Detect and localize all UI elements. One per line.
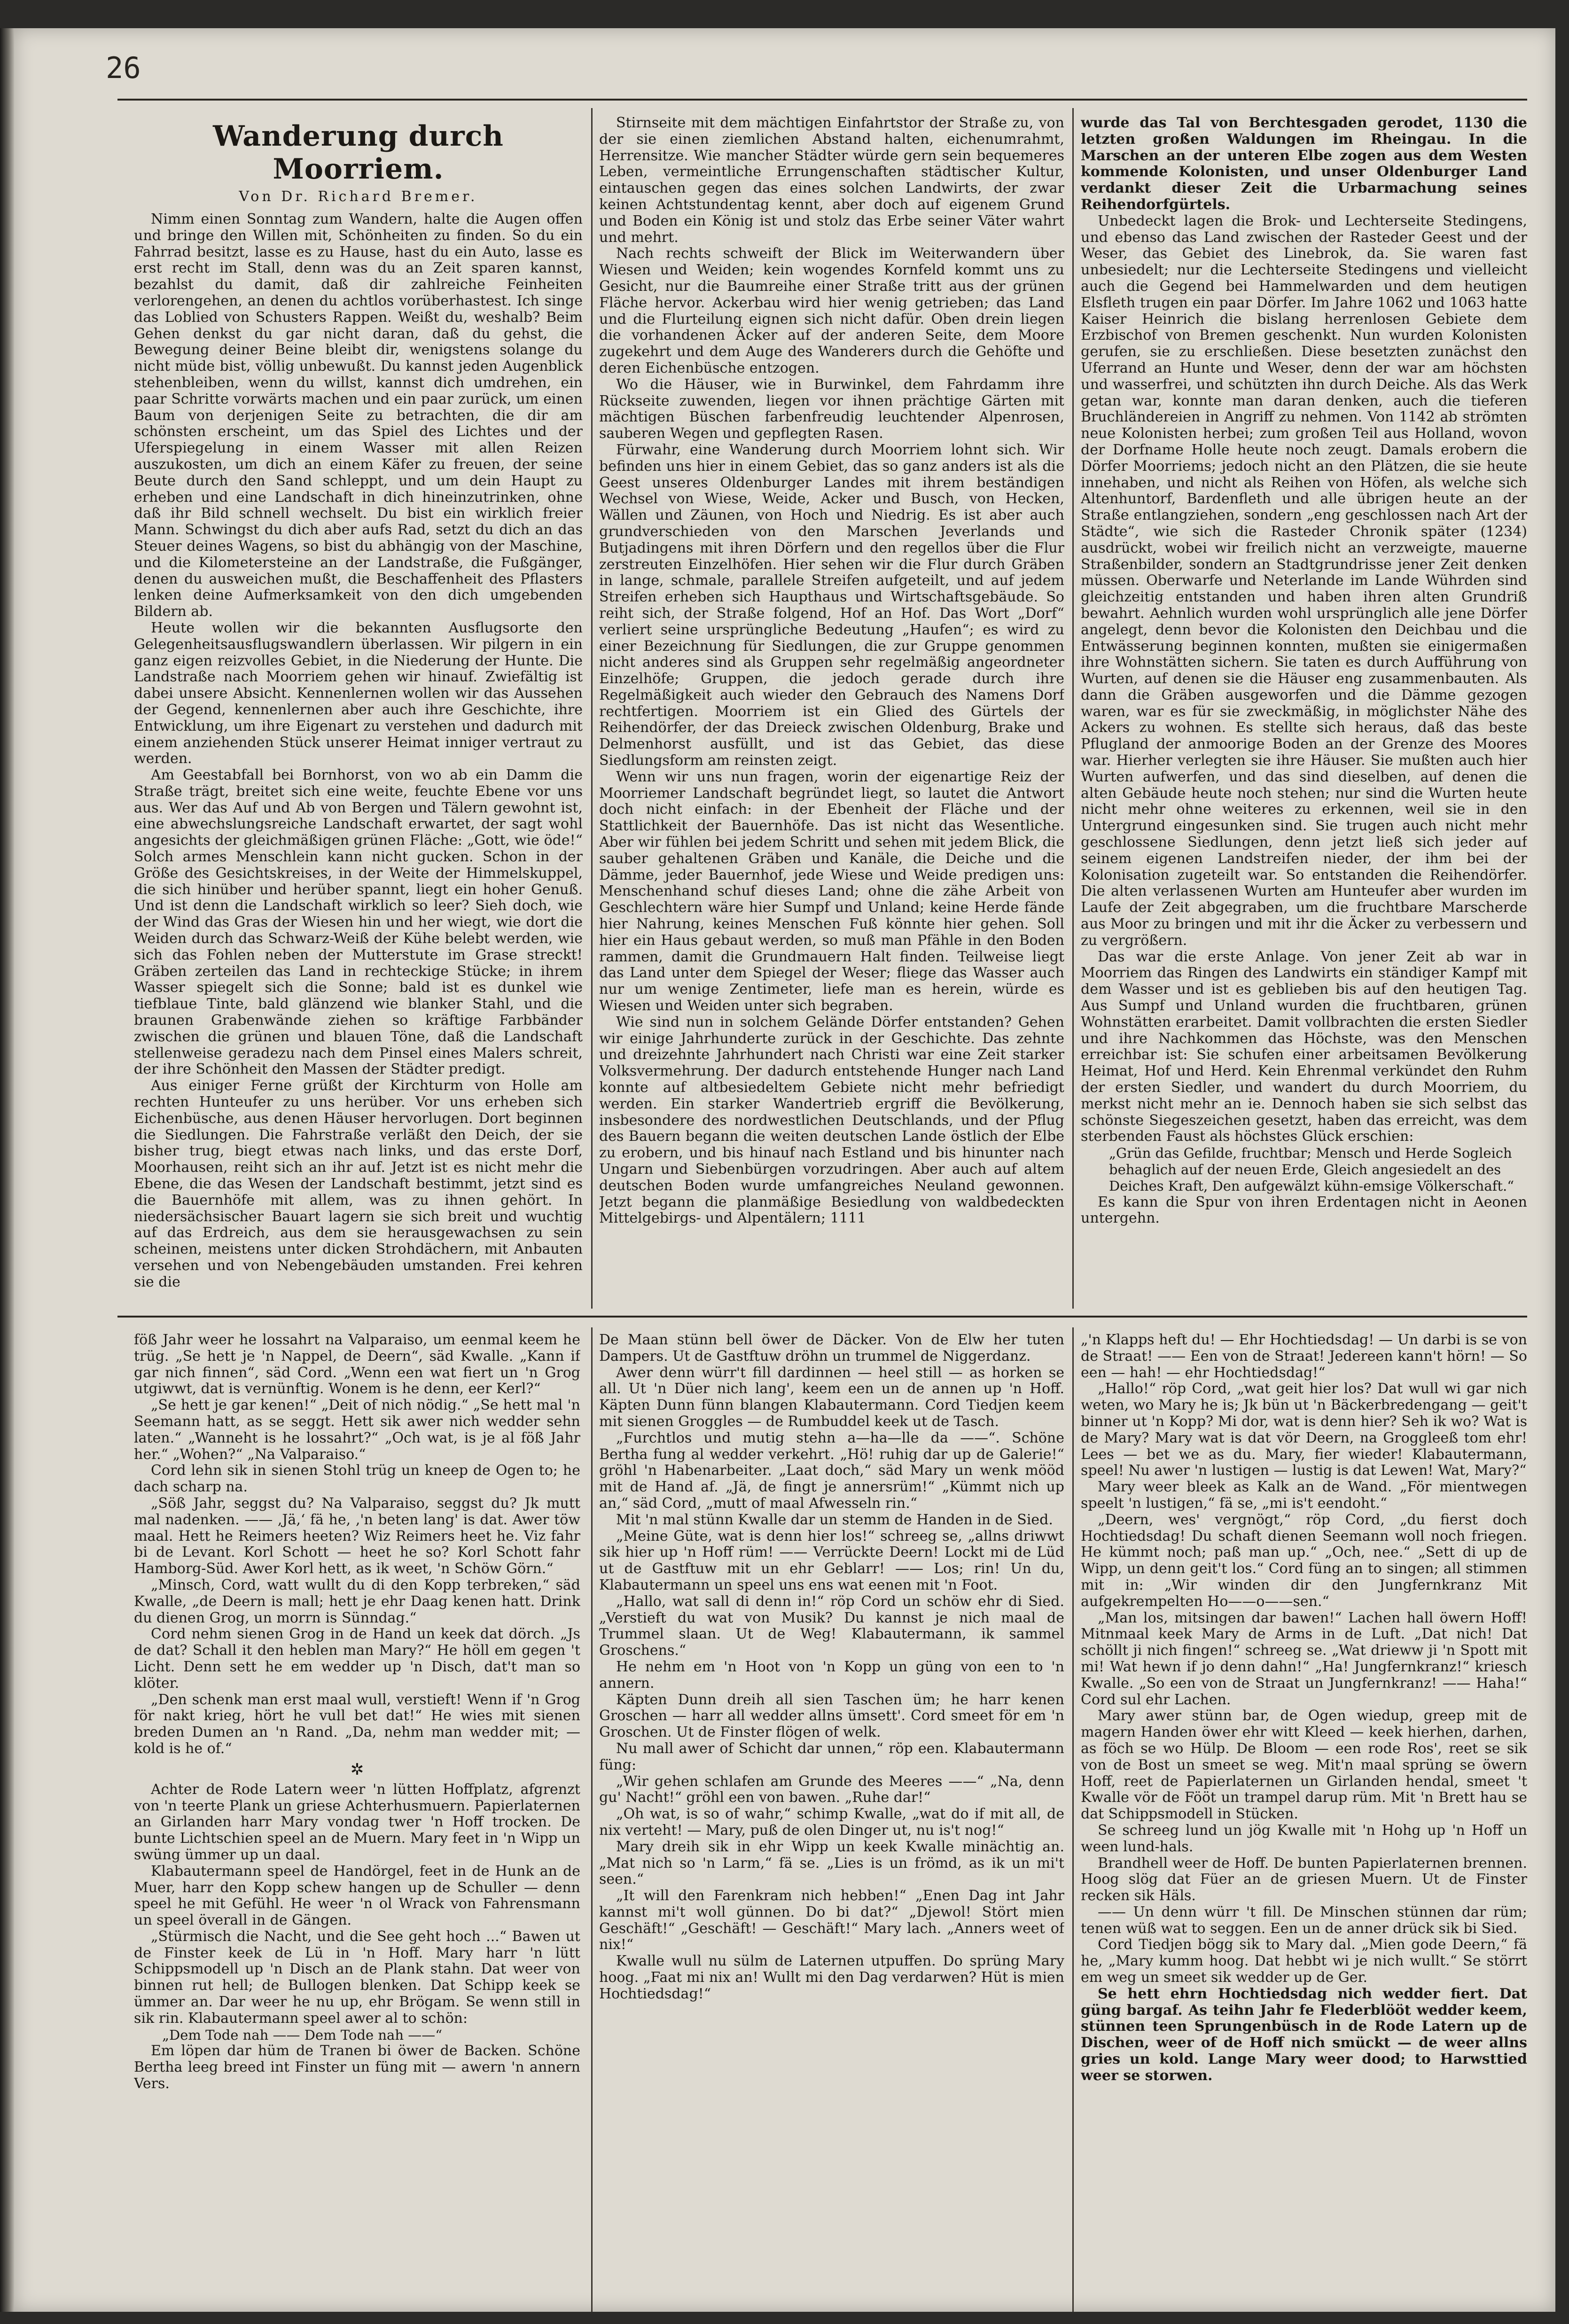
article-byline: Von Dr. Richard Bremer. bbox=[239, 188, 478, 205]
story-paragraph: „Deern, wes' vergnögt,“ röp Cord, „du fierst doch Hochtiedsdag! Du schaft dienen Seemann woll noch friegen. He kümmt noch; paß man up.“ „Och, nee.“ „Sett di up de Wipp, un denn geit't los.“ Cord füng an to singen; all stimmen mit in: „Wir winden dir den Jungfernkranz Mit aufgekrempelten Ho——o——sen.“ bbox=[1081, 1511, 1527, 1610]
story-paragraph: „Se hett je gar kenen!“ „Deit of nich nödig.“ „Se hett mal 'n Seemann hatt, as se seggt. Hett sik awer nich wedder sehn laten.“ „Wanneht is he lossahrt?“ „Och wat, is je al föß Jahr her.“ „Wohen?“ „Na Valparaiso.“ bbox=[134, 1397, 580, 1463]
story-paragraph: „Man los, mitsingen dar bawen!“ Lachen hall öwern Hoff! Mitnmaal keek Mary de Arms in de Luft. „Dat nich! Dat schöllt ji nich fingen!“ schreeg se. „Wat drieww ji 'n Spott mit mi! Wat hewn if jo denn dahn!“ „Ha! Jungfernkranz!“ kriesch Kwalle. „So een von de Straat un Jungfernkranz! —— Haha!“ Cord sul ehr Lachen. bbox=[1081, 1609, 1527, 1708]
story-paragraph: „Oh wat, is so of wahr,“ schimp Kwalle, „wat do if mit all, de nix verteht! — Mary, puß de olen Dinger ut, nu is't nog!“ bbox=[599, 1806, 1064, 1839]
faust-quote bbox=[1081, 1145, 1527, 1194]
page-number: 26 bbox=[106, 51, 141, 85]
story-paragraph: „Den schenk man erst maal wull, verstieft! Wenn if 'n Grog för nakt krieg, hört he vull bet dat!“ He wies mit sienen breden Dumen an 'n Rand. „Da, nehm man wedder mit; — kold is he of.“ bbox=[134, 1691, 580, 1757]
article-paragraph: Am Geestabfall bei Bornhorst, von wo ab ein Damm die Straße trägt, breitet sich eine weite, feuchte Ebene vor uns aus. Wer das Auf und Ab von Bergen und Tälern gewohnt ist, eine abwechslungsreiche Landschaft erwartet, der sagt wohl angesichts der gleichmäßigen grünen Fläche: „Gott, wie öde!“ Solch armes Menschlein kann nicht gucken. Schon in der Größe des Gesichtskreises, in der Weite der Himmelskuppel, die sich hinüber und herüber spannt, liegt ein hoher Genuß. Und ist denn die Landschaft wirklich so leer? Sieh doch, wie der Wind das Gras der Wiesen hin und her wiegt, wie dort die Weiden durch das Schwarz-Weiß der Kühe belebt werden, wie sich das Fohlen neben der Mutterstute im Grase streckt! Gräben zerteilen das Land in rechteckige Stücke; in ihrem Wasser spiegelt sich die Sonne; bald ist es dunkel wie tiefblaue Tinte, bald glänzend wie blanker Stahl, und die braunen Grabenwände ziehen so kräftige Farbbänder zwischen die grünen und blauen Töne, daß die Landschaft stellenweise geradezu nach dem Pinsel eines Malers schreit, der ihre Schönheit den Massen der Städter predigt. bbox=[134, 767, 583, 1078]
story-paragraph: Mit 'n mal stünn Kwalle dar un stemm de Handen in de Sied. bbox=[616, 1511, 1053, 1528]
story-paragraph: Em löpen dar hüm de Tranen bi öwer de Backen. Schöne Bertha leeg breed int Finster un füng mit — awern 'n annern Vers. bbox=[134, 2043, 580, 2092]
article-paragraph: Fürwahr, eine Wanderung durch Moorriem lohnt sich. Wir befinden uns hier in einem Gebiet, das so ganz anders ist als die Geest unseres Oldenburger Landes mit ihrem beständigen Wechsel von Wiese, Weide, Acker und Busch, von Hecken, Wällen und Zäunen, von Hoch und Niedrig. Es ist aber auch grundverschieden von den Marschen Jeverlands und Butjadingens mit ihren Dörfern und den regellos über die Flur zerstreuten Einzelhöfen. Hier sehen wir die Flur durch Gräben in lange, schmale, parallele Streifen aufgeteilt, und auf jedem Streifen erheben sich Haupthaus und Wirtschaftsgebäude. So reiht sich, der Straße folgend, Hof an Hof. Das Wort „Dorf“ verliert seine ursprüngliche Bedeutung „Haufen“; es wird zu einer Bezeichnung für Siedlungen, die zur Gruppe genommen nicht anderes sind als Gruppen sehr regelmäßig angeordneter Einzelhöfe; Gruppen, die jedoch gerade durch ihre Regelmäßigkeit auch wieder den Gebrauch des Namens Dorf rechtfertigen. Moorriem ist ein Glied des Gürtels der Reihendörfer, der das Dreieck zwischen Oldenburg, Brake und Delmenhorst ausfüllt, und ist das Gebiet, das diese Siedlungsform am reinsten zeigt. bbox=[599, 441, 1064, 769]
story-paragraph: —— Un denn würr 't fill. De Minschen stünnen dar rüm; tenen wüß wat to seggen. Een un de anner drück sik bi Sied. bbox=[1081, 1903, 1527, 1937]
scan-edge bbox=[0, 28, 14, 2312]
story-paragraph: Cord lehn sik in sienen Stohl trüg un kneep de Ogen to; he dach scharp na. bbox=[134, 1462, 580, 1496]
section-ornament: ✲ bbox=[350, 1760, 364, 1779]
story-paragraph: „Hallo, wat sall di denn in!“ röp Cord un schöw ehr di Sied. „Verstieft du wat von Musik? Du kannst je nich maal de Trummel slaan. Ut de Weg! Klabautermann, ik sammel Groschens.“ bbox=[599, 1593, 1064, 1659]
story-paragraph: „Hallo!“ röp Cord, „wat geit hier los? Dat wull wi gar nich weten, wo Mary he is; Jk bün ut 'n Bäckerbredengang — geit't binner ut 'n Kopp? Mi dor, wat is denn hier? Seh ik wo? Wat is de Mary? Mary wat is dat vör Deern, na Groggleeß tom ehr! Lees — bet we as du. Mary, fier wieder! Klabautermann, speel! Nu awer 'n lustigen — lustig is dat Lewen! Wat, Mary?“ bbox=[1081, 1380, 1527, 1479]
article-paragraph: Unbedeckt lagen die Brok- und Lechterseite Stedingens, und ebenso das Land zwischen der Rasteder Geest und der Weser, das Gebiet des Linebrok, da. Sie waren fast unbesiedelt; nur die Lechterseite Stedingens und vielleicht auch die Gegend bei Hammelwarden und dem heutigen Elsfleth trugen ein paar Dörfer. Im Jahre 1062 und 1063 hatte Kaiser Heinrich die bislang herrenlosen Gebiete dem Erzbischof von Bremen geschenkt. Nun wurden Kolonisten gerufen, sie zu erschließen. Diese besetzten zunächst den Uferrand an Hunte und Weser, denn der war am höchsten und wasserfrei, und schützten ihn durch Deiche. Als das Werk getan war, konnte man daran denken, auch die tieferen Bruchländereien in Angriff zu nehmen. Von 1142 ab strömten neue Kolonisten herbei; zum großen Teil aus Holland, wovon der Dorfname Holle heute noch zeugt. Damals erobern die Dörfer Moorriems; jedoch nicht an den Plätzen, die sie heute innehaben, und nicht als Reihen von Höfen, als welche sich Altenhuntorf, Bardenfleth und alle übrigen heute an der Straße entlangziehen, sondern „eng geschlossen nach Art der Städte“, wie sich die Rasteder Chronik später (1234) ausdrückt, wobei wir freilich nicht an verzweigte, mauerne Straßenbilder, sondern an Stadtgrundrisse jener Zeit denken müssen. Oberwarfe und Neterlande im Lande Wührden sind gleichzeitig entstanden und haben ihren alten Grundriß bewahrt. Aehnlich wurden wohl ursprünglich alle jene Dörfer angelegt, denn bevor die Kolonisten den Deichbau und die Entwässerung beginnen konnten, mußten sie einigermaßen ihre Wohnstätten sichern. Sie taten es durch Aufführung von Wurten, auf denen sie die Häuser eng zusammenbauten. Als dann die Gräben ausgeworfen und die Dämme gezogen waren, war es für sie zweckmäßig, in möglichster Nähe des Ackers zu wohnen. Es stellte sich heraus, daß das beste Pflugland der anmoorige Boden an der Grenze des Moores war. Hierher verlegten sie ihre Häuser. Sie mußten auch hier Wurten aufwerfen, und das sind dieselben, auf denen die alten Gebäude heute noch stehen; nur sind die Wurten heute nicht mehr ohne weiteres zu erkennen, weil sie in den Untergrund eingesunken sind. Sie trugen auch nicht mehr geschlossene Siedlungen, denn jetzt ließ sich jeder auf seinem eigenen Landstreifen nieder, der ihm bei der Kolonisation zugeteilt war. So entstanden die Reihendörfer. Die alten verlassenen Wurten am Hunteufer aber wurden im Laufe der Zeit abgegraben, um die fruchtbare Marscherde aus Moor zu bringen und mit ihr die Äcker zu verbessern und zu vergrößern. bbox=[1081, 212, 1527, 949]
column-rule bbox=[591, 108, 593, 1309]
story-column-3 bbox=[1081, 1332, 1527, 2309]
article-paragraph: Wie sind nun in solchem Gelände Dörfer entstanden? Gehen wir einige Jahrhunderte zurück in der Geschichte. Das zehnte und dreizehnte Jahrhundert nach Christi war eine Zeit starker Volksvermehrung. Der dadurch entstehende Hunger nach Land konnte auf altbesiedeltem Gebiete nicht mehr befriedigt werden. Ein starker Wandertrieb ergriff die Bevölkerung, insbesondere des nordwestlichen Deutschlands, und der Pflug des Bauern begann die weiten deutschen Lande östlich der Elbe zu erobern, und bis hinauf nach Estland und bis hinunter nach Ungarn und Siebenbürgen vorzudringen. Aber auch auf altem deutschen Boden wurde umfangreiches Neuland gewonnen. Jetzt begann die planmäßige Besiedlung von waldbedeckten Mittelgebirgs- und Alpentälern; 1111 bbox=[599, 1014, 1064, 1227]
story-paragraph: Nu mall awer of Schicht dar unnen,“ röp een. Klabautermann füng: bbox=[599, 1740, 1064, 1773]
article-title: Wanderung durch Moorriem. bbox=[213, 120, 504, 186]
article-paragraph: Es kann die Spur von ihren Erdentagen nicht in Aeonen untergehn. bbox=[1081, 1193, 1527, 1227]
song-verse bbox=[134, 2027, 580, 2043]
story-paragraph: Cord Tiedjen bögg sik to Mary dal. „Mien gode Deern,“ fä he, „Mary kumm hoog. Dat hebbt wi je nich wullt.“ Se störrt em weg un smeet sik wedder up de Ger. bbox=[1081, 1936, 1527, 1986]
story-paragraph: Mary dreih sik in ehr Wipp un keek Kwalle minächtig an. „Mat nich so 'n Larm,“ fä se. „Lies is un frömd, as ik un mi't seen.“ bbox=[599, 1838, 1064, 1888]
story-paragraph: Achter de Rode Latern weer 'n lütten Hoffplatz, afgrenzt von 'n teerte Plank un griese Achterhusmuern. Papierlaternen an Girlanden harr Mary vondag twer 'n Hoff trocken. De bunte Lichtschien speel an de Muern. Mary feet in 'n Wipp un swüng ümmer up un daal. bbox=[134, 1781, 580, 1863]
top-rule bbox=[117, 99, 1527, 101]
story-paragraph: Kwalle wull nu sülm de Laternen utpuffen. Do sprüng Mary hoog. „Faat mi nix an! Wullt mi den Dag verdarwen? Hüt is mien Hochtiedsdag!“ bbox=[599, 1953, 1064, 2002]
story-column-2 bbox=[599, 1332, 1064, 2309]
story-paragraph: Brandhell weer de Hoff. De bunten Papierlaternen brennen. Hoog slög dat Füer an de griesen Muern. Ut de Finster recken sik Häls. bbox=[1081, 1855, 1527, 1904]
story-paragraph: Se hett ehrn Hochtiedsdag nich wedder fiert. Dat güng bargaf. As teihn Jahr fe Flederblööt wedder keem, stünnen teen Sprungenbüsch in de Rode Latern up de Dischen, weer of de Hoff nich smückt — de weer allns gries un kold. Lange Mary weer dood; to Harwsttied weer se storwen. bbox=[1081, 1985, 1527, 2084]
story-paragraph: Mary weer bleek as Kalk an de Wand. „För mientwegen speelt 'n lustigen,“ fä se, „mi is't eendoht.“ bbox=[1081, 1479, 1527, 1512]
article-paragraph: Nimm einen Sonntag zum Wandern, halte die Augen offen und bringe den Willen mit, Schönheiten zu finden. So du ein Fahrrad besitzt, lasse es zu Hause, hast du ein Auto, lasse es erst recht im Stall, denn was du an Zeit sparen kannst, bezahlst du damit, daß dir zahlreiche Feinheiten verlorengehen, an denen du achtlos vorüberhastest. Ich singe das Loblied von Schusters Rappen. Weißt du, weshalb? Beim Gehen denkst du gar nicht daran, daß du gehst, die Bewegung deiner Beine bleibt dir, wenigstens solange du nicht müde bist, völlig unbewußt. Du kannst jeden Augenblick stehenbleiben, wenn du willst, kannst dich umdrehen, ein paar Schritte vorwärts machen und ein paar zurück, um einen Baum von derjenigen Seite zu betrachten, die dir am schönsten erscheint, um das Spiel des Lichtes und der Uferspiegelung in einem Wasser mit allen Reizen auszukosten, um dich an einem Käfer zu freuen, der seine Beute durch den Sand schleppt, und um dein Haupt zu erheben und eine Landschaft in dich hineinzutrinken, ohne daß ihr Bild schnell wechselt. Du bist ein wirklich freier Mann. Schwingst du dich aber aufs Rad, setzt du dich an das Steuer deines Wagens, so bist du abhängig von der Maschine, und die Kilometersteine an der Landstraße, die Fußgänger, denen du ausweichen mußt, die Beschaffenheit des Pflasters lenken deine Aufmerksamkeit von den dich umgebenden Bildern ab. bbox=[134, 211, 583, 620]
story-paragraph: „Furchtlos und mutig stehn a—ha—lle da ——“. Schöne Bertha fung al wedder verkehrt. „Hö! ruhig dar up de Galerie!“ gröhl 'n Habenarbeiter. „Laat doch,“ säd Mary un wenk mööd mit de Hand af. „Jä, de fingt je annersrüm!“ „Kümmt nich up an,“ säd Cord, „mutt of maal Afwesseln rin.“ bbox=[599, 1429, 1064, 1512]
article-paragraph: Aus einiger Ferne grüßt der Kirchturm von Holle am rechten Hunteufer zu uns herüber. Vor uns erheben sich Eichenbüsche, aus denen Häuser hervorlugen. Dort beginnen die Siedlungen. Die Fahrstraße verläßt den Deich, der sie bisher trug, biegt etwas nach links, und das erste Dorf, Moorhausen, reiht sich an ihr auf. Jetzt ist es nicht mehr die Ebene, die das Wesen der Landschaft bestimmt, jetzt sind es die Bauernhöfe mit allem, was zu ihnen gehört. In niedersächsischer Bauart lagern sie sich breit und wuchtig auf das Erdreich, aus dem sie herausgewachsen zu sein scheinen, meistens unter dicken Strohdächern, mit Anbauten versehen und von Nebengebäuden umstanden. Frei kehren sie die bbox=[134, 1077, 583, 1290]
article-paragraph: Wenn wir uns nun fragen, worin der eigenartige Reiz der Moorriemer Landschaft begründet liegt, so lautet die Antwort doch nicht einfach: in der Ebenheit der Fläche und der Stattlichkeit der Bauernhöfe. Das ist nicht das Wesentliche. Aber wir fühlen bei jedem Schritt und sehen mit jedem Blick, die sauber gehaltenen Gräben und Kanäle, die Deiche und die Dämme, jeder Bauernhof, jede Wiese und Weide predigen uns: Menschenhand schuf dieses Land; ohne die zähe Arbeit von Geschlechtern wäre hier Sumpf und Unland; keine Herde fände hier Nahrung, keines Menschen Fuß könnte hier gehen. Soll hier ein Haus gebaut werden, so muß man Pfähle in den Boden rammen, damit die Grundmauern Halt finden. Teilweise liegt das Land unter dem Spiegel der Weser; fliege das Wasser auch nur um wenige Zentimeter, liefe man es herein, würde es Wiesen und Weiden unter sich begraben. bbox=[599, 768, 1064, 1014]
quote-verse: „Grün das Gefilde, fruchtbar; Mensch und Herde Sogleich behaglich auf der neuen Erde, Gleich angesiedelt an des Deiches Kraft, Den aufgewälzt kühn-emsige Völkerschaft.“ bbox=[1109, 1145, 1514, 1194]
story-paragraph: Cord nehm sienen Grog in de Hand un keek dat dörch. „Js de dat? Schall it den heblen man Mary?“ He höll em gegen 't Licht. Denn sett he em wedder up 'n Disch, dat't man so klöter. bbox=[134, 1626, 580, 1692]
article-paragraph: Nach rechts schweift der Blick im Weiterwandern über Wiesen und Weiden; kein wogendes Kornfeld kommt uns zu Gesicht, nur die Baumreihe einer Straße tritt aus der grünen Fläche hervor. Ackerbau wird hier wenig getrieben; das Land und die Flurteilung eignen sich nicht dafür. Oben drein liegen die vorhandenen Äcker auf der anderen Seite, dem Moore zugekehrt und dem Auge des Wanderers durch die Gehöfte und deren Eichenbüsche entzogen. bbox=[599, 245, 1064, 376]
article-paragraph: Stirnseite mit dem mächtigen Einfahrtstor der Straße zu, von der sie einen ziemlichen Abstand halten, eichenumrahmt, Herrensitze. Wie mancher Städter würde gern sein bequemeres Leben, vermeintliche Errungenschaften städtischer Kultur, eintauschen gegen das eines solchen Landwirts, der zwar keinen Achtstundentag kennt, aber doch auf eigenem Grund und Boden ein König ist und stolz das Erbe seiner Väter wahrt und mehrt. bbox=[599, 115, 1064, 246]
story-paragraph: „Söß Jahr, seggst du? Na Valparaiso, seggst du? Jk mutt mal nadenken. —— ,Jä,‘ fä he, ‚'n beten lang' is dat. Awer töw maal. Hett he Reimers heeten? Wiz Reimers heet he. Viz fahr bi de Levant. Korl Schott — heet he so? Korl Schott fahr Hamborg-Süd. Awer Korl hett, as ik weet, 'n Schöw Görn.“ bbox=[134, 1495, 580, 1577]
story-paragraph: Se schreeg lund un jög Kwalle mit 'n Hohg up 'n Hoff un ween lund-hals. bbox=[1081, 1822, 1527, 1855]
article-column-1 bbox=[134, 115, 583, 1304]
article-paragraph: wurde das Tal von Berchtesgaden gerodet, 1130 die letzten großen Waldungen im Rheingau. In die Marschen an der unteren Elbe zogen aus dem Westen kommende Kolonisten, und unser Oldenburger Land verdankt dieser Zeit die Urbarmachung seines Reihendorfgürtels. bbox=[1081, 115, 1527, 213]
column-rule bbox=[1072, 108, 1074, 1309]
column-rule bbox=[591, 1327, 593, 2312]
story-paragraph: „Minsch, Cord, watt wullt du di den Kopp terbreken,“ säd Kwalle, „de Deern is mall; hett je ehr Daag kenen hatt. Drink du dienen Grog, un morrn is Sünndag.“ bbox=[134, 1576, 580, 1626]
story-paragraph: Käpten Dunn dreih all sien Taschen üm; he harr kenen Groschen — harr all wedder allns ümsett'. Cord smeet för em 'n Groschen. Ut de Finster flögen of welk. bbox=[599, 1691, 1064, 1741]
article-paragraph: Das war die erste Anlage. Von jener Zeit ab war in Moorriem das Ringen des Landwirts ein ständiger Kampf mit dem Wasser und ist es geblieben bis auf den heutigen Tag. Aus Sumpf und Unland wurden die fruchtbaren, grünen Wohnstätten erarbeitet. Damit vollbrachten die ersten Siedler und ihre Nachkommen das Höchste, was den Menschen erreichbar ist: Sie schufen einer arbeitsamen Bevölkerung Heimat, Hof und Herd. Kein Ehrenmal verkündet den Ruhm der ersten Siedler, und wandert du durch Moorriem, du merkst nicht mehr an ie. Dennoch haben sie sich selbst das schönste Siegeszeichen gesetzt, haben das erreicht, was dem sterbenden Faust als höchstes Glück erschien: bbox=[1081, 948, 1527, 1145]
article-column-3 bbox=[1081, 115, 1527, 1304]
section-rule bbox=[117, 1316, 1527, 1318]
story-paragraph: „'n Klapps heft du! — Ehr Hochtiedsdag! — Un darbi is se von de Straat! —— Een von de Straat! Jedereen kann't hörn! — So een — hah! — ehr Hochtiedsdag!“ bbox=[1081, 1332, 1527, 1381]
story-paragraph: „Meine Güte, wat is denn hier los!“ schreeg se, „allns driwwt sik hier up 'n Hoff rüm! —— Verrückte Deern! Lockt mi de Lüd ut de Gastftuw mit un ehr Geblarr! —— Los; rin! Un du, Klabautermann un speel uns ens wat eenen mit 'n Foot. bbox=[599, 1528, 1064, 1593]
article-paragraph: Wo die Häuser, wie in Burwinkel, dem Fahrdamm ihre Rückseite zuwenden, liegen vor ihnen prächtige Gärten mit mächtigen Büschen farbenfreudig leuchtender Alpenrosen, sauberen Wegen und gepflegten Rasen. bbox=[599, 376, 1064, 442]
story-paragraph: Klabautermann speel de Handörgel, feet in de Hunk an de Muer, harr den Kopp schew hangen up de Schuller — denn speel he mit Gefühl. He weer 'n ol Wrack von Fahrensmann un speel överall in de Gängen. bbox=[134, 1863, 580, 1929]
story-paragraph: föß Jahr weer he lossahrt na Valparaiso, um eenmal keem he trüg. „Se hett je 'n Nappel, de Deern“, säd Kwalle. „Kann if gar nich finnen“, säd Cord. „Wenn een wat fiert un 'n Grog utgiwwt, dat is vernünftig. Wonem is he denn, eer Kerl?“ bbox=[134, 1332, 580, 1397]
story-paragraph: Awer denn würr't fill dardinnen — heel still — as horken se all. Ut 'n Düer nich lang', keem een un de annen up 'n Hoff. Käpten Dunn fünn blangen Klabautermann. Cord Tiedjen keem mit sienen Groggles — de Rumbuddel keek ut de Tasch. bbox=[599, 1364, 1064, 1430]
story-paragraph: „It will den Farenkram nich hebben!“ „Enen Dag int Jahr kannst mi't woll günnen. Do bi dat?“ „Djewol! Stört mien Geschäft!“ „Geschäft! — Geschäft!“ Mary lach. „Anners weet of nix!“ bbox=[599, 1887, 1064, 1953]
article-paragraph: Heute wollen wir die bekannten Ausflugsorte den Gelegenheitsausflugswandlern überlassen. Wir pilgern in ein ganz eigen reizvolles Gebiet, in die Niederung der Hunte. Die Landstraße nach Moorriem gehen wir hinauf. Zwiefältig ist dabei unsere Absicht. Kennenlernen wollen wir das Aussehen der Gegend, kennenlernen aber auch ihre Geschichte, ihre Entwicklung, um ihre Eigenart zu verstehen und dadurch mit einem anziehenden Stück unserer Heimat inniger vertraut zu werden. bbox=[134, 619, 583, 767]
column-rule bbox=[1072, 1327, 1074, 2312]
story-column-1 bbox=[134, 1332, 580, 2309]
story-paragraph: He nehm em 'n Hoot von 'n Kopp un güng von een to 'n annern. bbox=[599, 1658, 1064, 1692]
story-paragraph: „Stürmisch die Nacht, und die See geht hoch ...“ Bawen ut de Finster keek de Lü in 'n Hoff. Mary harr 'n lütt Schippsmodell up 'n Disch an de Plank stahn. Dat weer von binnen rut hell; de Bullogen blenken. Dat Schipp keek se ümmer an. Dar weer he nu up, ehr Brögam. Se wenn still in sik rin. Klabautermann speel awer al to schön: bbox=[134, 1928, 580, 2027]
story-paragraph: Mary awer stünn bar, de Ogen wiedup, greep mit de magern Handen öwer ehr witt Kleed — keek hierhen, darhen, as föch se wo Hülp. De Bloom — een rode Ros', reet se sik von de Bost un smeet se weg. Mit'n maal sprüng se öwern Hoff, reet de Papierlaternen un Girlanden hendal, smeet 't Kwalle vör de Fööt un trampel darup rüm. Mit 'n Brett hau se dat Schippsmodell in Stücken. bbox=[1081, 1708, 1527, 1823]
story-paragraph: De Maan stünn bell öwer de Däcker. Von de Elw her tuten Dampers. Ut de Gastftuw dröhn un trummel de Niggerdanz. bbox=[599, 1332, 1064, 1365]
song-line: „Dem Tode nah —— Dem Tode nah ——“ bbox=[162, 2027, 443, 2043]
newspaper-page bbox=[14, 28, 1555, 2312]
story-paragraph: „Wir gehen schlafen am Grunde des Meeres ——“ „Na, denn gu' Nacht!“ gröhl een von bawen. „Ruhe dar!“ bbox=[599, 1773, 1064, 1806]
article-column-2 bbox=[599, 115, 1064, 1304]
